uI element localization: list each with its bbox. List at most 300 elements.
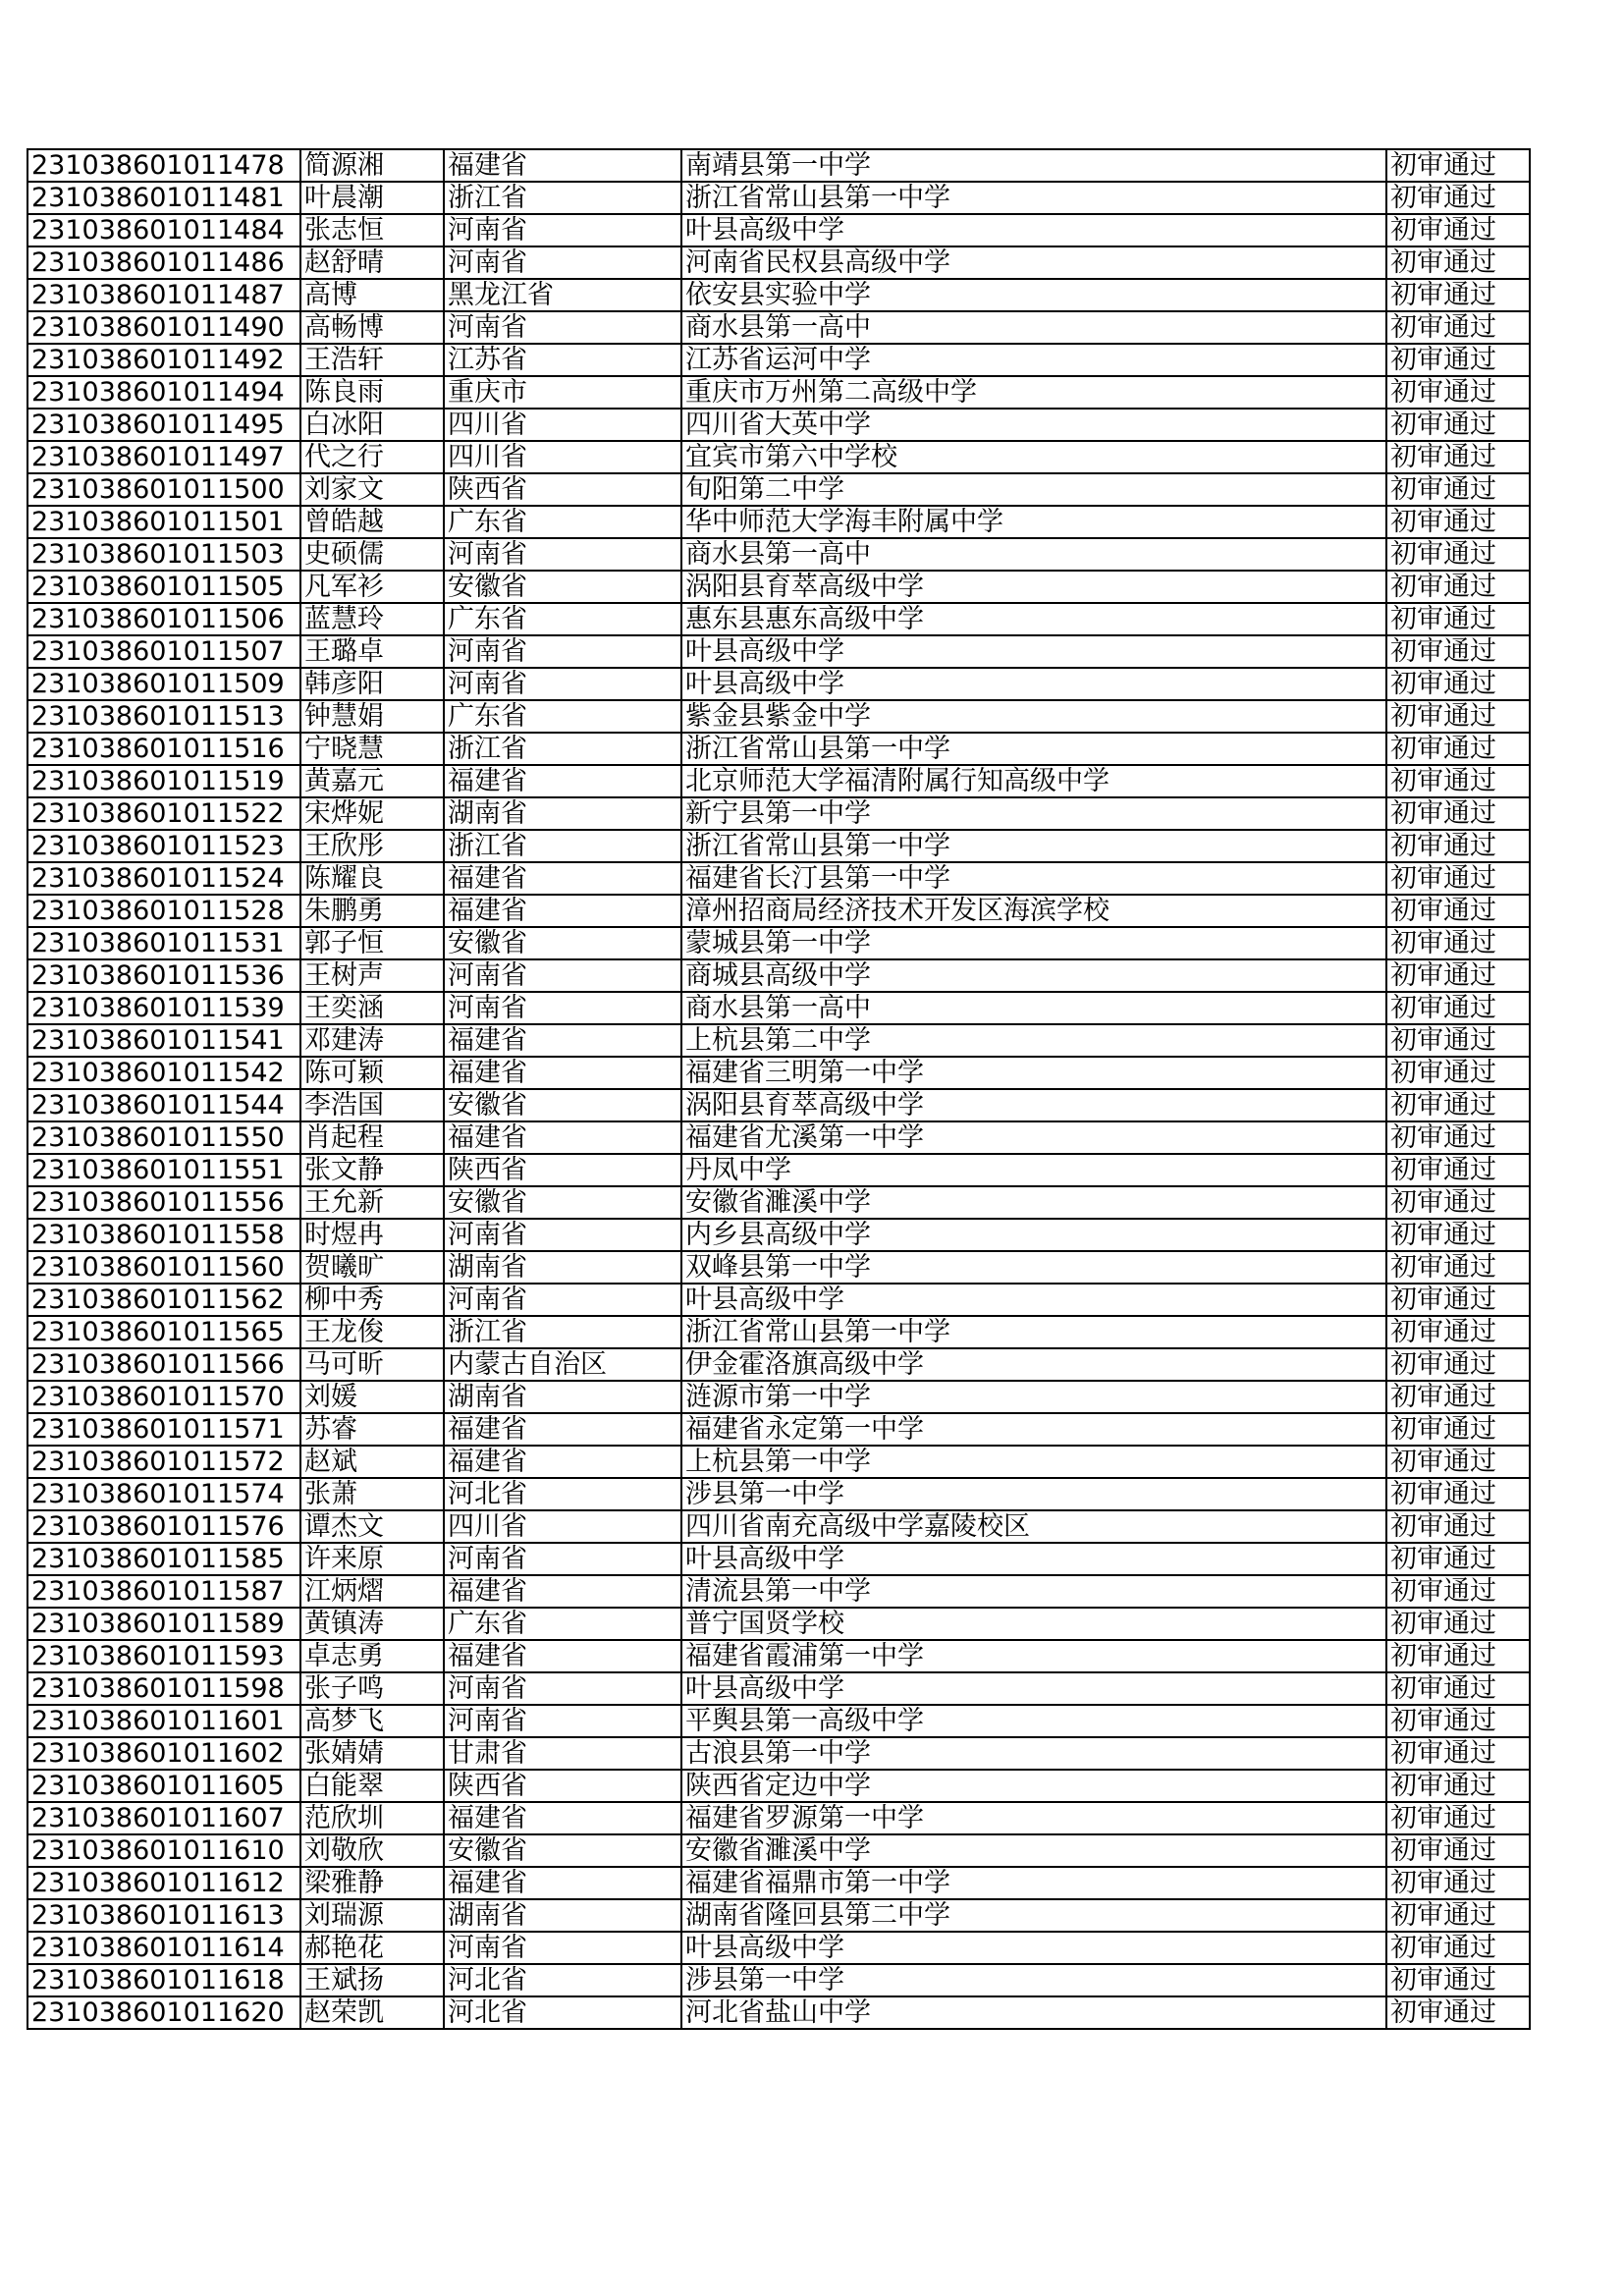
school-cell: 浙江省常山县第一中学 — [681, 830, 1386, 862]
status-cell: 初审通过 — [1386, 1251, 1530, 1284]
school-cell: 伊金霍洛旗高级中学 — [681, 1348, 1386, 1381]
province-cell: 福建省 — [444, 1413, 681, 1446]
table-row — [27, 1121, 1530, 1154]
table-row — [27, 214, 1530, 246]
status-cell: 初审通过 — [1386, 1219, 1530, 1251]
status-cell: 初审通过 — [1386, 1672, 1530, 1705]
table-row — [27, 1316, 1530, 1348]
name-cell: 李浩国 — [300, 1089, 444, 1121]
name-cell: 赵斌 — [300, 1446, 444, 1478]
table-row — [27, 1219, 1530, 1251]
applicant-id-cell: 231038601011522 — [27, 797, 300, 830]
name-cell: 张文静 — [300, 1154, 444, 1186]
status-cell: 初审通过 — [1386, 1802, 1530, 1834]
name-cell: 刘敬欣 — [300, 1834, 444, 1867]
school-cell: 叶县高级中学 — [681, 1932, 1386, 1964]
school-cell: 涉县第一中学 — [681, 1964, 1386, 1996]
name-cell: 王斌扬 — [300, 1964, 444, 1996]
table-row — [27, 1802, 1530, 1834]
name-cell: 王璐卓 — [300, 635, 444, 668]
name-cell: 刘家文 — [300, 473, 444, 506]
applicant-id-cell: 231038601011519 — [27, 765, 300, 797]
school-cell: 漳州招商局经济技术开发区海滨学校 — [681, 895, 1386, 927]
province-cell: 河南省 — [444, 1543, 681, 1575]
school-cell: 上杭县第二中学 — [681, 1024, 1386, 1057]
applicant-id-cell: 231038601011500 — [27, 473, 300, 506]
status-cell: 初审通过 — [1386, 1640, 1530, 1672]
name-cell: 江炳熠 — [300, 1575, 444, 1608]
applicant-id-cell: 231038601011576 — [27, 1510, 300, 1543]
name-cell: 郭子恒 — [300, 927, 444, 959]
school-cell: 上杭县第一中学 — [681, 1446, 1386, 1478]
province-cell: 河南省 — [444, 1219, 681, 1251]
status-cell: 初审通过 — [1386, 538, 1530, 571]
table-row — [27, 1057, 1530, 1089]
province-cell: 安徽省 — [444, 1186, 681, 1219]
applicant-id-cell: 231038601011618 — [27, 1964, 300, 1996]
name-cell: 时煜冉 — [300, 1219, 444, 1251]
applicant-id-cell: 231038601011620 — [27, 1996, 300, 2029]
status-cell: 初审通过 — [1386, 1705, 1530, 1737]
table-row — [27, 1089, 1530, 1121]
school-cell: 惠东县惠东高级中学 — [681, 603, 1386, 635]
name-cell: 黄嘉元 — [300, 765, 444, 797]
school-cell: 浙江省常山县第一中学 — [681, 1316, 1386, 1348]
province-cell: 四川省 — [444, 1510, 681, 1543]
applicant-id-cell: 231038601011478 — [27, 149, 300, 182]
name-cell: 陈耀良 — [300, 862, 444, 895]
province-cell: 湖南省 — [444, 1899, 681, 1932]
status-cell: 初审通过 — [1386, 1024, 1530, 1057]
status-cell: 初审通过 — [1386, 214, 1530, 246]
candidate-table — [27, 148, 1531, 2030]
applicant-id-cell: 231038601011566 — [27, 1348, 300, 1381]
province-cell: 安徽省 — [444, 927, 681, 959]
name-cell: 马可昕 — [300, 1348, 444, 1381]
school-cell: 涡阳县育萃高级中学 — [681, 1089, 1386, 1121]
status-cell: 初审通过 — [1386, 1932, 1530, 1964]
applicant-id-cell: 231038601011602 — [27, 1737, 300, 1770]
school-cell: 普宁国贤学校 — [681, 1608, 1386, 1640]
status-cell: 初审通过 — [1386, 409, 1530, 441]
name-cell: 张子鸣 — [300, 1672, 444, 1705]
school-cell: 涟源市第一中学 — [681, 1381, 1386, 1413]
school-cell: 依安县实验中学 — [681, 279, 1386, 311]
applicant-id-cell: 231038601011523 — [27, 830, 300, 862]
province-cell: 陕西省 — [444, 1770, 681, 1802]
name-cell: 张志恒 — [300, 214, 444, 246]
table-row — [27, 571, 1530, 603]
school-cell: 涉县第一中学 — [681, 1478, 1386, 1510]
status-cell: 初审通过 — [1386, 1348, 1530, 1381]
school-cell: 平舆县第一高级中学 — [681, 1705, 1386, 1737]
status-cell: 初审通过 — [1386, 1154, 1530, 1186]
province-cell: 福建省 — [444, 862, 681, 895]
province-cell: 浙江省 — [444, 733, 681, 765]
province-cell: 浙江省 — [444, 182, 681, 214]
applicant-id-cell: 231038601011556 — [27, 1186, 300, 1219]
applicant-id-cell: 231038601011607 — [27, 1802, 300, 1834]
name-cell: 高博 — [300, 279, 444, 311]
province-cell: 安徽省 — [444, 571, 681, 603]
applicant-id-cell: 231038601011481 — [27, 182, 300, 214]
table-row — [27, 1899, 1530, 1932]
applicant-id-cell: 231038601011501 — [27, 506, 300, 538]
school-cell: 紫金县紫金中学 — [681, 700, 1386, 733]
school-cell: 商水县第一高中 — [681, 992, 1386, 1024]
status-cell: 初审通过 — [1386, 992, 1530, 1024]
status-cell: 初审通过 — [1386, 279, 1530, 311]
applicant-id-cell: 231038601011613 — [27, 1899, 300, 1932]
table-row — [27, 603, 1530, 635]
province-cell: 陕西省 — [444, 473, 681, 506]
table-row — [27, 1186, 1530, 1219]
status-cell: 初审通过 — [1386, 473, 1530, 506]
table-row — [27, 862, 1530, 895]
school-cell: 新宁县第一中学 — [681, 797, 1386, 830]
status-cell: 初审通过 — [1386, 1867, 1530, 1899]
table-row — [27, 473, 1530, 506]
applicant-id-cell: 231038601011509 — [27, 668, 300, 700]
name-cell: 梁雅静 — [300, 1867, 444, 1899]
applicant-id-cell: 231038601011593 — [27, 1640, 300, 1672]
applicant-id-cell: 231038601011598 — [27, 1672, 300, 1705]
name-cell: 张婧婧 — [300, 1737, 444, 1770]
province-cell: 福建省 — [444, 149, 681, 182]
table-row — [27, 635, 1530, 668]
applicant-id-cell: 231038601011492 — [27, 344, 300, 376]
school-cell: 安徽省濉溪中学 — [681, 1834, 1386, 1867]
name-cell: 白冰阳 — [300, 409, 444, 441]
table-row — [27, 538, 1530, 571]
province-cell: 福建省 — [444, 1057, 681, 1089]
province-cell: 湖南省 — [444, 1381, 681, 1413]
province-cell: 福建省 — [444, 895, 681, 927]
name-cell: 史硕儒 — [300, 538, 444, 571]
status-cell: 初审通过 — [1386, 1510, 1530, 1543]
province-cell: 福建省 — [444, 1446, 681, 1478]
applicant-id-cell: 231038601011571 — [27, 1413, 300, 1446]
status-cell: 初审通过 — [1386, 1770, 1530, 1802]
name-cell: 王浩轩 — [300, 344, 444, 376]
table-row — [27, 959, 1530, 992]
name-cell: 郝艳花 — [300, 1932, 444, 1964]
table-row — [27, 1348, 1530, 1381]
table-row — [27, 1543, 1530, 1575]
status-cell: 初审通过 — [1386, 1996, 1530, 2029]
status-cell: 初审通过 — [1386, 1899, 1530, 1932]
status-cell: 初审通过 — [1386, 959, 1530, 992]
province-cell: 安徽省 — [444, 1089, 681, 1121]
applicant-id-cell: 231038601011531 — [27, 927, 300, 959]
status-cell: 初审通过 — [1386, 927, 1530, 959]
applicant-id-cell: 231038601011551 — [27, 1154, 300, 1186]
name-cell: 白能翠 — [300, 1770, 444, 1802]
status-cell: 初审通过 — [1386, 311, 1530, 344]
applicant-id-cell: 231038601011507 — [27, 635, 300, 668]
school-cell: 福建省罗源第一中学 — [681, 1802, 1386, 1834]
province-cell: 河南省 — [444, 1672, 681, 1705]
name-cell: 赵舒晴 — [300, 246, 444, 279]
name-cell: 叶晨潮 — [300, 182, 444, 214]
status-cell: 初审通过 — [1386, 1381, 1530, 1413]
applicant-id-cell: 231038601011601 — [27, 1705, 300, 1737]
province-cell: 广东省 — [444, 506, 681, 538]
status-cell: 初审通过 — [1386, 1737, 1530, 1770]
province-cell: 福建省 — [444, 1640, 681, 1672]
table-row — [27, 733, 1530, 765]
school-cell: 涡阳县育萃高级中学 — [681, 571, 1386, 603]
status-cell: 初审通过 — [1386, 1316, 1530, 1348]
table-row — [27, 1932, 1530, 1964]
status-cell: 初审通过 — [1386, 635, 1530, 668]
applicant-id-cell: 231038601011495 — [27, 409, 300, 441]
name-cell: 黄镇涛 — [300, 1608, 444, 1640]
status-cell: 初审通过 — [1386, 830, 1530, 862]
applicant-id-cell: 231038601011558 — [27, 1219, 300, 1251]
province-cell: 福建省 — [444, 765, 681, 797]
status-cell: 初审通过 — [1386, 1057, 1530, 1089]
applicant-id-cell: 231038601011614 — [27, 1932, 300, 1964]
table-row — [27, 1478, 1530, 1510]
table-row — [27, 1608, 1530, 1640]
applicant-id-cell: 231038601011505 — [27, 571, 300, 603]
table-row — [27, 1154, 1530, 1186]
province-cell: 内蒙古自治区 — [444, 1348, 681, 1381]
status-cell: 初审通过 — [1386, 571, 1530, 603]
school-cell: 南靖县第一中学 — [681, 149, 1386, 182]
name-cell: 刘媛 — [300, 1381, 444, 1413]
name-cell: 柳中秀 — [300, 1284, 444, 1316]
name-cell: 贺曦旷 — [300, 1251, 444, 1284]
applicant-id-cell: 231038601011487 — [27, 279, 300, 311]
school-cell: 双峰县第一中学 — [681, 1251, 1386, 1284]
table-row — [27, 797, 1530, 830]
name-cell: 邓建涛 — [300, 1024, 444, 1057]
name-cell: 王树声 — [300, 959, 444, 992]
school-cell: 安徽省濉溪中学 — [681, 1186, 1386, 1219]
table-row — [27, 506, 1530, 538]
name-cell: 高畅博 — [300, 311, 444, 344]
status-cell: 初审通过 — [1386, 1186, 1530, 1219]
status-cell: 初审通过 — [1386, 182, 1530, 214]
name-cell: 卓志勇 — [300, 1640, 444, 1672]
status-cell: 初审通过 — [1386, 1543, 1530, 1575]
school-cell: 福建省长汀县第一中学 — [681, 862, 1386, 895]
table-row — [27, 1381, 1530, 1413]
applicant-id-cell: 231038601011542 — [27, 1057, 300, 1089]
school-cell: 福建省三明第一中学 — [681, 1057, 1386, 1089]
school-cell: 河北省盐山中学 — [681, 1996, 1386, 2029]
applicant-id-cell: 231038601011490 — [27, 311, 300, 344]
name-cell: 代之行 — [300, 441, 444, 473]
table-row — [27, 182, 1530, 214]
status-cell: 初审通过 — [1386, 1834, 1530, 1867]
name-cell: 高梦飞 — [300, 1705, 444, 1737]
name-cell: 蓝慧玲 — [300, 603, 444, 635]
applicant-id-cell: 231038601011524 — [27, 862, 300, 895]
status-cell: 初审通过 — [1386, 733, 1530, 765]
status-cell: 初审通过 — [1386, 1089, 1530, 1121]
applicant-id-cell: 231038601011565 — [27, 1316, 300, 1348]
school-cell: 清流县第一中学 — [681, 1575, 1386, 1608]
school-cell: 浙江省常山县第一中学 — [681, 182, 1386, 214]
school-cell: 古浪县第一中学 — [681, 1737, 1386, 1770]
province-cell: 河南省 — [444, 1705, 681, 1737]
name-cell: 陈可颖 — [300, 1057, 444, 1089]
school-cell: 叶县高级中学 — [681, 214, 1386, 246]
status-cell: 初审通过 — [1386, 1284, 1530, 1316]
applicant-id-cell: 231038601011516 — [27, 733, 300, 765]
status-cell: 初审通过 — [1386, 149, 1530, 182]
province-cell: 广东省 — [444, 1608, 681, 1640]
name-cell: 刘瑞源 — [300, 1899, 444, 1932]
applicant-id-cell: 231038601011486 — [27, 246, 300, 279]
status-cell: 初审通过 — [1386, 506, 1530, 538]
province-cell: 河北省 — [444, 1964, 681, 1996]
applicant-id-cell: 231038601011550 — [27, 1121, 300, 1154]
status-cell: 初审通过 — [1386, 700, 1530, 733]
applicant-id-cell: 231038601011528 — [27, 895, 300, 927]
table-row — [27, 668, 1530, 700]
name-cell: 曾皓越 — [300, 506, 444, 538]
applicant-id-cell: 231038601011605 — [27, 1770, 300, 1802]
name-cell: 谭杰文 — [300, 1510, 444, 1543]
school-cell: 叶县高级中学 — [681, 635, 1386, 668]
status-cell: 初审通过 — [1386, 603, 1530, 635]
name-cell: 王龙俊 — [300, 1316, 444, 1348]
school-cell: 叶县高级中学 — [681, 1672, 1386, 1705]
status-cell: 初审通过 — [1386, 1608, 1530, 1640]
name-cell: 苏睿 — [300, 1413, 444, 1446]
province-cell: 河南省 — [444, 668, 681, 700]
status-cell: 初审通过 — [1386, 441, 1530, 473]
applicant-id-cell: 231038601011503 — [27, 538, 300, 571]
status-cell: 初审通过 — [1386, 668, 1530, 700]
status-cell: 初审通过 — [1386, 246, 1530, 279]
table-row — [27, 311, 1530, 344]
school-cell: 商水县第一高中 — [681, 311, 1386, 344]
applicant-id-cell: 231038601011497 — [27, 441, 300, 473]
school-cell: 蒙城县第一中学 — [681, 927, 1386, 959]
status-cell: 初审通过 — [1386, 1575, 1530, 1608]
status-cell: 初审通过 — [1386, 344, 1530, 376]
province-cell: 河北省 — [444, 1996, 681, 2029]
school-cell: 叶县高级中学 — [681, 668, 1386, 700]
name-cell: 范欣圳 — [300, 1802, 444, 1834]
school-cell: 华中师范大学海丰附属中学 — [681, 506, 1386, 538]
province-cell: 福建省 — [444, 1121, 681, 1154]
province-cell: 河南省 — [444, 311, 681, 344]
status-cell: 初审通过 — [1386, 376, 1530, 409]
school-cell: 四川省南充高级中学嘉陵校区 — [681, 1510, 1386, 1543]
status-cell: 初审通过 — [1386, 765, 1530, 797]
table-row — [27, 1964, 1530, 1996]
applicant-id-cell: 231038601011539 — [27, 992, 300, 1024]
province-cell: 四川省 — [444, 441, 681, 473]
candidate-table-body — [27, 149, 1530, 2029]
table-row — [27, 1770, 1530, 1802]
applicant-id-cell: 231038601011544 — [27, 1089, 300, 1121]
status-cell: 初审通过 — [1386, 1413, 1530, 1446]
status-cell: 初审通过 — [1386, 1478, 1530, 1510]
province-cell: 四川省 — [444, 409, 681, 441]
table-row — [27, 1284, 1530, 1316]
applicant-id-cell: 231038601011484 — [27, 214, 300, 246]
applicant-id-cell: 231038601011570 — [27, 1381, 300, 1413]
school-cell: 福建省福鼎市第一中学 — [681, 1867, 1386, 1899]
applicant-id-cell: 231038601011587 — [27, 1575, 300, 1608]
province-cell: 黑龙江省 — [444, 279, 681, 311]
province-cell: 河南省 — [444, 246, 681, 279]
table-row — [27, 1510, 1530, 1543]
school-cell: 湖南省隆回县第二中学 — [681, 1899, 1386, 1932]
table-row — [27, 1867, 1530, 1899]
school-cell: 叶县高级中学 — [681, 1543, 1386, 1575]
school-cell: 重庆市万州第二高级中学 — [681, 376, 1386, 409]
applicant-id-cell: 231038601011513 — [27, 700, 300, 733]
table-row — [27, 441, 1530, 473]
province-cell: 重庆市 — [444, 376, 681, 409]
applicant-id-cell: 231038601011560 — [27, 1251, 300, 1284]
applicant-id-cell: 231038601011572 — [27, 1446, 300, 1478]
status-cell: 初审通过 — [1386, 1964, 1530, 1996]
table-row — [27, 700, 1530, 733]
province-cell: 河北省 — [444, 1478, 681, 1510]
province-cell: 浙江省 — [444, 1316, 681, 1348]
school-cell: 商水县第一高中 — [681, 538, 1386, 571]
table-row — [27, 1575, 1530, 1608]
table-row — [27, 765, 1530, 797]
province-cell: 湖南省 — [444, 1251, 681, 1284]
applicant-id-cell: 231038601011585 — [27, 1543, 300, 1575]
table-row — [27, 1251, 1530, 1284]
school-cell: 内乡县高级中学 — [681, 1219, 1386, 1251]
province-cell: 河南省 — [444, 959, 681, 992]
province-cell: 广东省 — [444, 603, 681, 635]
table-row — [27, 1737, 1530, 1770]
table-row — [27, 1413, 1530, 1446]
province-cell: 浙江省 — [444, 830, 681, 862]
table-row — [27, 992, 1530, 1024]
school-cell: 宜宾市第六中学校 — [681, 441, 1386, 473]
province-cell: 福建省 — [444, 1024, 681, 1057]
province-cell: 安徽省 — [444, 1834, 681, 1867]
table-row — [27, 1705, 1530, 1737]
name-cell: 宋烨妮 — [300, 797, 444, 830]
table-row — [27, 1024, 1530, 1057]
school-cell: 福建省尤溪第一中学 — [681, 1121, 1386, 1154]
name-cell: 韩彦阳 — [300, 668, 444, 700]
table-row — [27, 927, 1530, 959]
table-row — [27, 1672, 1530, 1705]
province-cell: 河南省 — [444, 538, 681, 571]
applicant-id-cell: 231038601011536 — [27, 959, 300, 992]
name-cell: 凡军衫 — [300, 571, 444, 603]
name-cell: 简源湘 — [300, 149, 444, 182]
province-cell: 福建省 — [444, 1867, 681, 1899]
school-cell: 旬阳第二中学 — [681, 473, 1386, 506]
province-cell: 江苏省 — [444, 344, 681, 376]
school-cell: 四川省大英中学 — [681, 409, 1386, 441]
table-row — [27, 376, 1530, 409]
table-row — [27, 1446, 1530, 1478]
name-cell: 张萧 — [300, 1478, 444, 1510]
applicant-id-cell: 231038601011610 — [27, 1834, 300, 1867]
school-cell: 叶县高级中学 — [681, 1284, 1386, 1316]
school-cell: 商城县高级中学 — [681, 959, 1386, 992]
school-cell: 陕西省定边中学 — [681, 1770, 1386, 1802]
